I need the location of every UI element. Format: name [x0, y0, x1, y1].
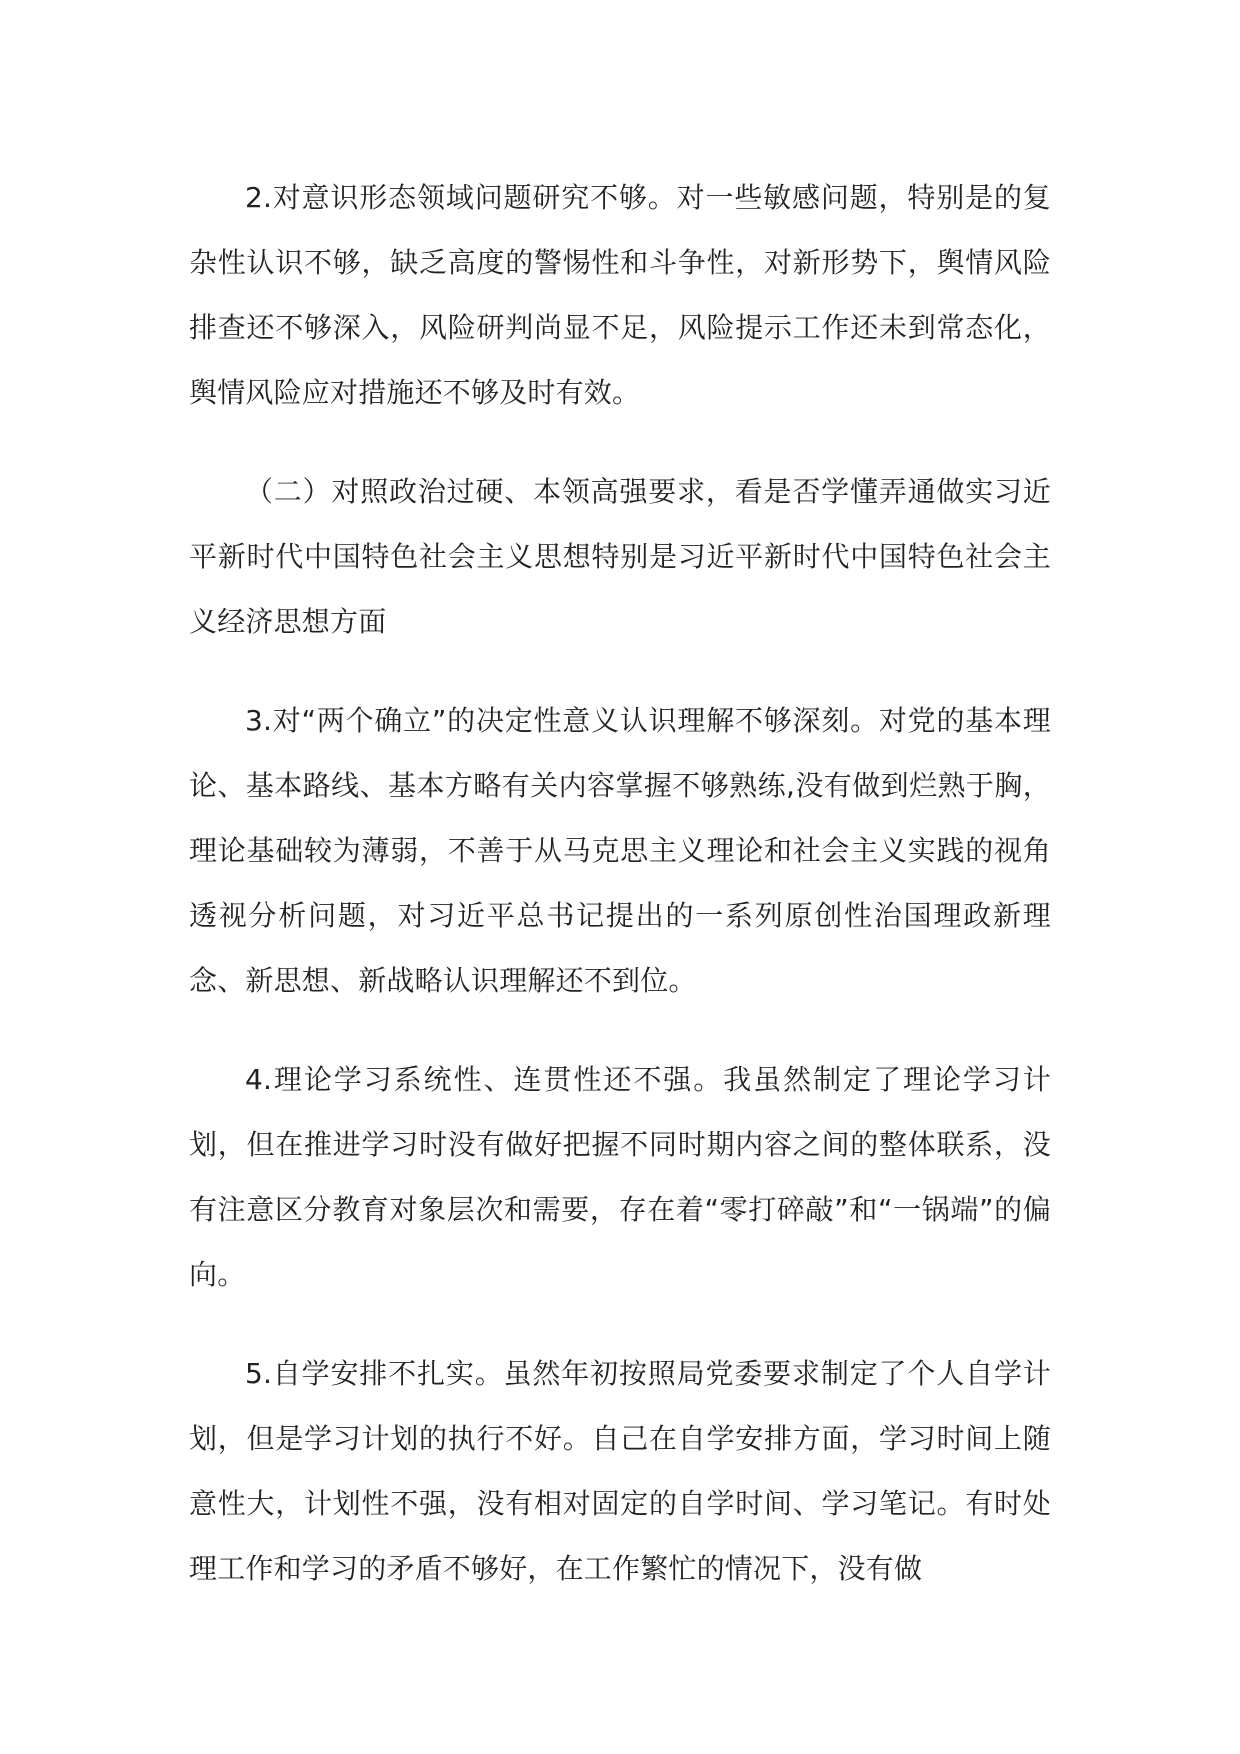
paragraph-self-study: 5.自学安排不扎实。虽然年初按照局党委要求制定了个人自学计划，但是学习计划的执行不好。自己在自学安排方面，学习时间上随意性大，计划性不强，没有相对固定的自学时间、学习笔记。有时处理工作和学习的矛盾不够好，在工作繁忙的情况下，没有做: [189, 1357, 1051, 1585]
paragraph-ideology-research: 2.对意识形态领域问题研究不够。对一些敏感问题，特别是的复杂性认识不够，缺乏高度的警惕性和斗争性，对新形势下，舆情风险排查还不够深入，风险研判尚显不足，风险提示工作还未到常态化，舆情风险应对措施还不够及时有效。: [189, 181, 1051, 409]
paragraph-two-establishments: 3.对“两个确立”的决定性意义认识理解不够深刻。对党的基本理论、基本路线、基本方略有关内容掌握不够熟练,没有做到烂熟于胸，理论基础较为薄弱，不善于从马克思主义理论和社会主义实践的视角透视分析问题，对习近平总书记提出的一系列原创性治国理政新理念、新思想、新战略认识理解还不到位。: [189, 704, 1051, 997]
paragraph-theory-study: 4.理论学习系统性、连贯性还不强。我虽然制定了理论学习计划，但在推进学习时没有做好把握不同时期内容之间的整体联系，没有注意区分教育对象层次和需要，存在着“零打碎敲”和“一锅端”的偏向。: [189, 1063, 1051, 1291]
section-heading-two: （二）对照政治过硬、本领高强要求，看是否学懂弄通做实习近平新时代中国特色社会主义思想特别是习近平新时代中国特色社会主义经济思想方面: [189, 475, 1051, 638]
document-page: [189, 165, 1051, 1601]
